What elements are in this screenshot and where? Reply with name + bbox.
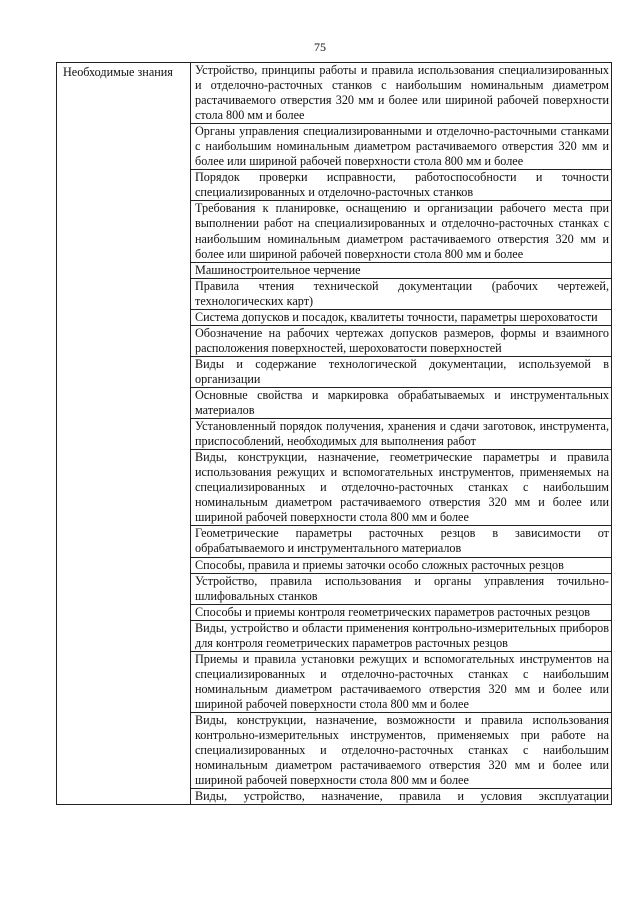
knowledge-item: Способы и приемы контроля геометрических параметров расточных резцов — [191, 604, 612, 620]
knowledge-item: Органы управления специализированными и отделочно-расточными станками с наибольшим номинальным диаметром растачиваемого отверстия 320 мм и более или шириной рабочей поверхности стола 800 мм и более — [191, 124, 612, 170]
knowledge-item: Установленный порядок получения, хранения и сдачи заготовок, инструмента, приспособлений, необходимых для выполнения работ — [191, 419, 612, 450]
knowledge-item: Приемы и правила установки режущих и вспомогательных инструментов на специализированных и отделочно-расточных станках с наибольшим номинальным диаметром растачиваемого отверстия 320 мм и более или шириной рабочей поверхности стола 800 мм и более — [191, 651, 612, 712]
knowledge-item: Порядок проверки исправности, работоспособности и точности специализированных и отделочно-расточных станков — [191, 170, 612, 201]
knowledge-item: Виды, устройство и области применения контрольно-измерительных приборов для контроля геометрических параметров расточных резцов — [191, 620, 612, 651]
knowledge-item: Виды, устройство, назначение, правила и условия эксплуатации — [191, 789, 612, 805]
knowledge-table — [56, 62, 612, 805]
knowledge-item: Устройство, правила использования и органы управления точильно-шлифовальных станков — [191, 573, 612, 604]
knowledge-item: Виды и содержание технологической документации, используемой в организации — [191, 356, 612, 387]
knowledge-item: Требования к планировке, оснащению и организации рабочего места при выполнении работ на специализированных и отделочно-расточных станках с наибольшим номинальным диаметром растачиваемого отверстия 320 мм и более или шириной рабочей поверхности стола 800 мм и более — [191, 201, 612, 262]
knowledge-item: Геометрические параметры расточных резцов в зависимости от обрабатываемого и инструментального материалов — [191, 526, 612, 557]
table-row — [57, 63, 612, 124]
knowledge-item: Виды, конструкции, назначение, геометрические параметры и правила использования режущих и вспомогательных инструментов, применяемых на специализированных и отделочно-расточных станках с наибольшим номинальным диаметром растачиваемого отверстия 320 мм и более или шириной рабочей поверхности стола 800 мм и более — [191, 450, 612, 526]
knowledge-item: Виды, конструкции, назначение, возможности и правила использования контрольно-измерительных инструментов, применяемых при работе на специализированных и отделочно-расточных станках с наибольшим номинальным диаметром растачиваемого отверстия 320 мм и более или шириной рабочей поверхности стола 800 мм и более — [191, 712, 612, 788]
page-number: 75 — [314, 40, 326, 54]
knowledge-item: Система допусков и посадок, квалитеты точности, параметры шероховатости — [191, 309, 612, 325]
section-label: Необходимые знания — [57, 63, 191, 805]
knowledge-item: Обозначение на рабочих чертежах допусков размеров, формы и взаимного расположения поверхностей, шероховатости поверхностей — [191, 325, 612, 356]
knowledge-item: Правила чтения технической документации (рабочих чертежей, технологических карт) — [191, 278, 612, 309]
knowledge-item: Машиностроительное черчение — [191, 262, 612, 278]
knowledge-item: Основные свойства и маркировка обрабатываемых и инструментальных материалов — [191, 387, 612, 418]
knowledge-item: Устройство, принципы работы и правила использования специализированных и отделочно-расточных станков с наибольшим номинальным диаметром растачиваемого отверстия 320 мм и более или шириной рабочей поверхности стола 800 мм и более — [191, 63, 612, 124]
knowledge-item: Способы, правила и приемы заточки особо сложных расточных резцов — [191, 557, 612, 573]
